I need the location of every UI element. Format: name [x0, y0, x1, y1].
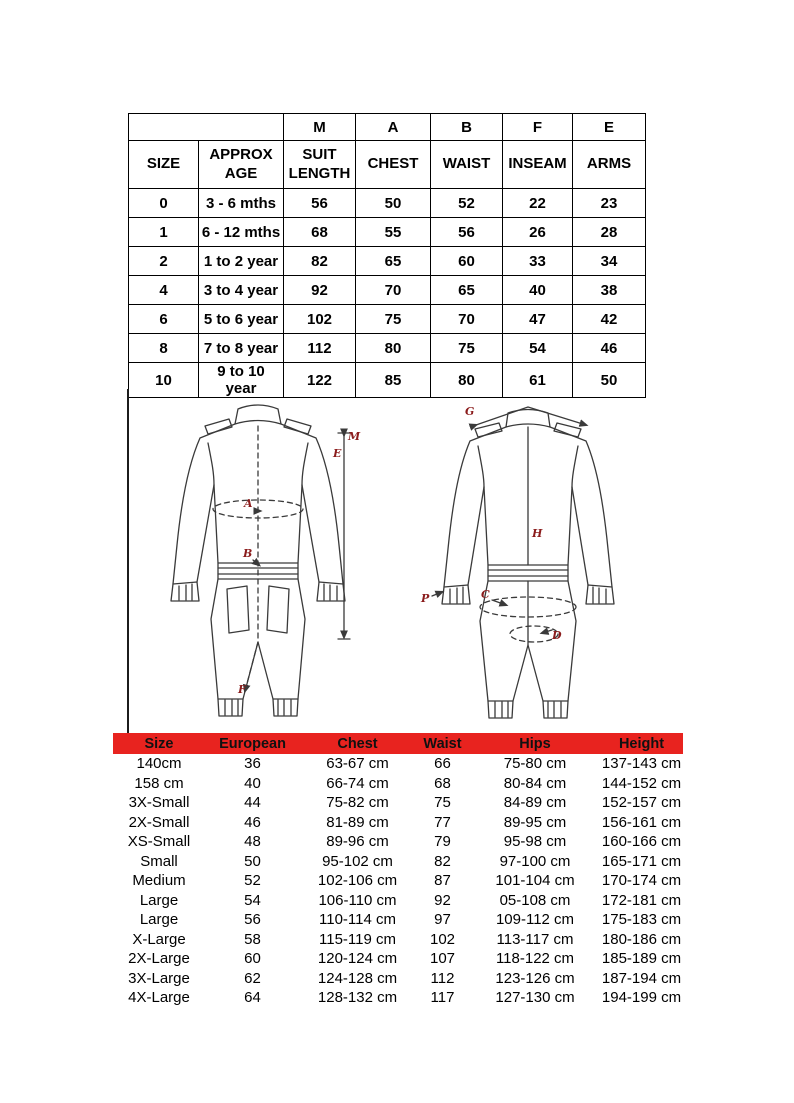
table-cell: 89-95 cm: [503, 813, 567, 831]
table-cell: 112: [284, 334, 356, 363]
table-cell: 60: [244, 950, 261, 968]
column-letter-b: B: [431, 114, 503, 141]
letter-header-row: [129, 114, 646, 141]
table-cell: 50: [573, 363, 646, 398]
table-cell: 122: [284, 363, 356, 398]
table-cell: 2: [129, 247, 199, 276]
column-letter-e: E: [573, 114, 646, 141]
table-cell: 123-126 cm: [495, 969, 575, 987]
table-cell: 61: [503, 363, 573, 398]
table-cell: 109-112 cm: [495, 911, 575, 929]
table-cell: 84-89 cm: [503, 794, 567, 812]
measure-label-p: P: [421, 592, 430, 605]
table-cell: 68: [284, 218, 356, 247]
column-header-row: [129, 141, 646, 189]
table-cell: 52: [431, 189, 503, 218]
table-cell: 23: [573, 189, 646, 218]
table-cell: 2X-Small: [128, 813, 190, 831]
table-cell: 58: [244, 930, 261, 948]
table-cell: 9 to 10 year: [199, 363, 284, 398]
column-header-european: European: [219, 735, 286, 752]
table-cell: 70: [431, 305, 503, 334]
table-cell: 68: [434, 774, 451, 792]
table-cell: 75-82 cm: [326, 794, 389, 812]
table-cell: 75: [356, 305, 431, 334]
table-cell: 6: [129, 305, 199, 334]
column-header-hips: Hips: [519, 735, 551, 752]
table-cell: 80-84 cm: [503, 774, 567, 792]
table-cell: 79: [434, 833, 451, 851]
table-cell: 56: [431, 218, 503, 247]
table-cell: 175-183 cm: [601, 911, 682, 929]
table-cell: 110-114 cm: [319, 911, 396, 929]
column-header-waist: Waist: [423, 735, 462, 752]
measure-label-d: D: [552, 629, 562, 642]
table-cell: 3 - 6 mths: [199, 189, 284, 218]
table-cell: 165-171 cm: [601, 852, 682, 870]
table-cell: 75: [434, 794, 451, 812]
table-cell: 95-98 cm: [503, 833, 567, 851]
table-row: [113, 930, 683, 950]
table-cell: 3 to 4 year: [199, 276, 284, 305]
table-cell: 6 - 12 mths: [199, 218, 284, 247]
table-cell: 97-100 cm: [499, 852, 571, 870]
table-cell: 102: [284, 305, 356, 334]
table-row: [113, 832, 683, 852]
table-cell: 117: [430, 989, 455, 1007]
table-row: [129, 334, 646, 363]
measure-label-g: G: [465, 405, 475, 418]
column-header-height: Height: [618, 735, 665, 752]
table-row: [113, 754, 683, 774]
table-cell: 56: [244, 911, 261, 929]
column-letter-a: A: [356, 114, 431, 141]
table-cell: 70: [356, 276, 431, 305]
table-cell: 3X-Small: [128, 794, 190, 812]
table-cell: 170-174 cm: [601, 872, 682, 890]
table-cell: 47: [503, 305, 573, 334]
table-cell: 127-130 cm: [495, 989, 575, 1007]
table-cell: 5 to 6 year: [199, 305, 284, 334]
table-cell: 118-122 cm: [495, 950, 575, 968]
table-cell: 185-189 cm: [601, 950, 682, 968]
table-cell: 50: [356, 189, 431, 218]
suit-back-diagram: [418, 393, 638, 728]
table-cell: 34: [573, 247, 646, 276]
table-cell: 158 cm: [134, 774, 184, 792]
column-header-inseam: INSEAM: [503, 141, 573, 189]
table-cell: 65: [431, 276, 503, 305]
table-cell: 112: [430, 969, 455, 987]
table-cell: 63-67 cm: [326, 755, 389, 773]
table-cell: 66-74 cm: [326, 774, 389, 792]
column-letter-m: M: [284, 114, 356, 141]
table-cell: 46: [244, 813, 261, 831]
table-cell: 77: [434, 813, 451, 831]
kids-size-table-body: [129, 189, 646, 398]
table-cell: 60: [431, 247, 503, 276]
table-cell: 56: [284, 189, 356, 218]
table-cell: 144-152 cm: [601, 774, 682, 792]
table-cell: 64: [244, 989, 261, 1007]
table-cell: 75-80 cm: [503, 755, 567, 773]
table-cell: 194-199 cm: [601, 989, 682, 1007]
column-header-waist: WAIST: [431, 141, 503, 189]
table-cell: 160-166 cm: [601, 833, 682, 851]
table-cell: 106-110 cm: [318, 891, 397, 909]
table-cell: 172-181 cm: [601, 891, 682, 909]
table-cell: 82: [284, 247, 356, 276]
table-cell: 75: [431, 334, 503, 363]
table-cell: 38: [573, 276, 646, 305]
table-row: [129, 305, 646, 334]
measure-label-c: C: [481, 588, 490, 601]
table-cell: 46: [573, 334, 646, 363]
table-cell: Large: [139, 911, 179, 929]
measure-label-f: F: [238, 683, 246, 696]
column-header-size: Size: [144, 735, 174, 752]
suit-measurement-diagram: [0, 393, 794, 733]
column-header-chest: CHEST: [356, 141, 431, 189]
table-cell: 187-194 cm: [601, 969, 682, 987]
table-cell: 1: [129, 218, 199, 247]
table-cell: 4: [129, 276, 199, 305]
table-cell: 22: [503, 189, 573, 218]
table-cell: 33: [503, 247, 573, 276]
table-cell: X-Large: [132, 930, 186, 948]
table-cell: 52: [244, 872, 261, 890]
table-cell: 87: [434, 872, 451, 890]
table-row: [113, 852, 683, 872]
table-row: [113, 871, 683, 891]
column-letter-f: F: [503, 114, 573, 141]
table-cell: 42: [573, 305, 646, 334]
table-cell: 80: [431, 363, 503, 398]
table-cell: 05-108 cm: [499, 891, 571, 909]
table-cell: 102-106 cm: [317, 872, 398, 890]
table-cell: 97: [434, 911, 451, 929]
table-cell: 156-161 cm: [601, 813, 682, 831]
table-cell: 44: [244, 794, 261, 812]
measure-label-a: A: [244, 497, 253, 510]
table-row: [129, 218, 646, 247]
table-row: [113, 949, 683, 969]
table-cell: 95-102 cm: [322, 852, 393, 870]
table-cell: 48: [244, 833, 261, 851]
table-row: [129, 247, 646, 276]
table-cell: 4X-Large: [128, 989, 190, 1007]
table-cell: Small: [140, 852, 178, 870]
table-cell: 92: [284, 276, 356, 305]
table-row: [113, 969, 683, 989]
table-row: [113, 910, 683, 930]
column-header-arms: ARMS: [573, 141, 646, 189]
measure-label-m: M: [348, 430, 361, 443]
table-cell: 92: [434, 891, 451, 909]
table-row: [113, 988, 683, 1008]
table-cell: 107: [429, 950, 456, 968]
table-cell: 50: [244, 852, 261, 870]
table-cell: 1 to 2 year: [199, 247, 284, 276]
table-cell: 128-132 cm: [317, 989, 398, 1007]
size-table-header-row: [113, 733, 683, 754]
table-cell: 8: [129, 334, 199, 363]
table-row: [113, 774, 683, 794]
table-cell: 65: [356, 247, 431, 276]
table-cell: 89-96 cm: [326, 833, 389, 851]
table-cell: 101-104 cm: [495, 872, 575, 890]
table-cell: 80: [356, 334, 431, 363]
table-cell: 54: [503, 334, 573, 363]
table-cell: 152-157 cm: [601, 794, 682, 812]
table-cell: 55: [356, 218, 431, 247]
table-cell: 2X-Large: [128, 950, 190, 968]
table-cell: 3X-Large: [128, 969, 190, 987]
adult-size-table-body: [113, 754, 683, 1008]
table-cell: 0: [129, 189, 199, 218]
table-cell: 102: [429, 930, 456, 948]
table-cell: 113-117 cm: [496, 930, 574, 948]
table-row: [113, 813, 683, 833]
table-row: [129, 189, 646, 218]
table-cell: XS-Small: [127, 833, 191, 851]
table-cell: 81-89 cm: [326, 813, 389, 831]
column-header-approx-age: APPROX AGE: [199, 141, 284, 189]
column-header-chest: Chest: [337, 735, 378, 752]
measure-label-b: B: [243, 547, 253, 560]
table-cell: Large: [139, 891, 179, 909]
table-cell: 36: [244, 755, 261, 773]
table-cell: 180-186 cm: [601, 930, 682, 948]
table-cell: 40: [244, 774, 261, 792]
table-cell: 7 to 8 year: [199, 334, 284, 363]
table-cell: 115-119 cm: [319, 930, 396, 948]
table-cell: 137-143 cm: [601, 755, 682, 773]
measure-label-h: H: [532, 527, 543, 540]
table-cell: 62: [244, 969, 261, 987]
table-cell: 40: [503, 276, 573, 305]
column-header-suit-length: SUIT LENGTH: [284, 141, 356, 189]
table-cell: Medium: [132, 872, 186, 890]
table-cell: 10: [129, 363, 199, 398]
table-cell: 66: [434, 755, 451, 773]
blank-cell: [129, 114, 284, 141]
table-row: [129, 276, 646, 305]
table-cell: 82: [434, 852, 451, 870]
measure-label-e: E: [333, 447, 342, 460]
kids-size-table: [128, 113, 646, 398]
table-cell: 120-124 cm: [317, 950, 398, 968]
suit-front-diagram: [148, 393, 368, 728]
table-row: [113, 891, 683, 911]
table-cell: 124-128 cm: [317, 969, 398, 987]
table-cell: 140cm: [136, 755, 182, 773]
table-cell: 85: [356, 363, 431, 398]
adult-size-table: [113, 733, 683, 1008]
table-row: [113, 793, 683, 813]
table-cell: 54: [244, 891, 261, 909]
column-header-size: SIZE: [129, 141, 199, 189]
table-cell: 26: [503, 218, 573, 247]
table-cell: 28: [573, 218, 646, 247]
